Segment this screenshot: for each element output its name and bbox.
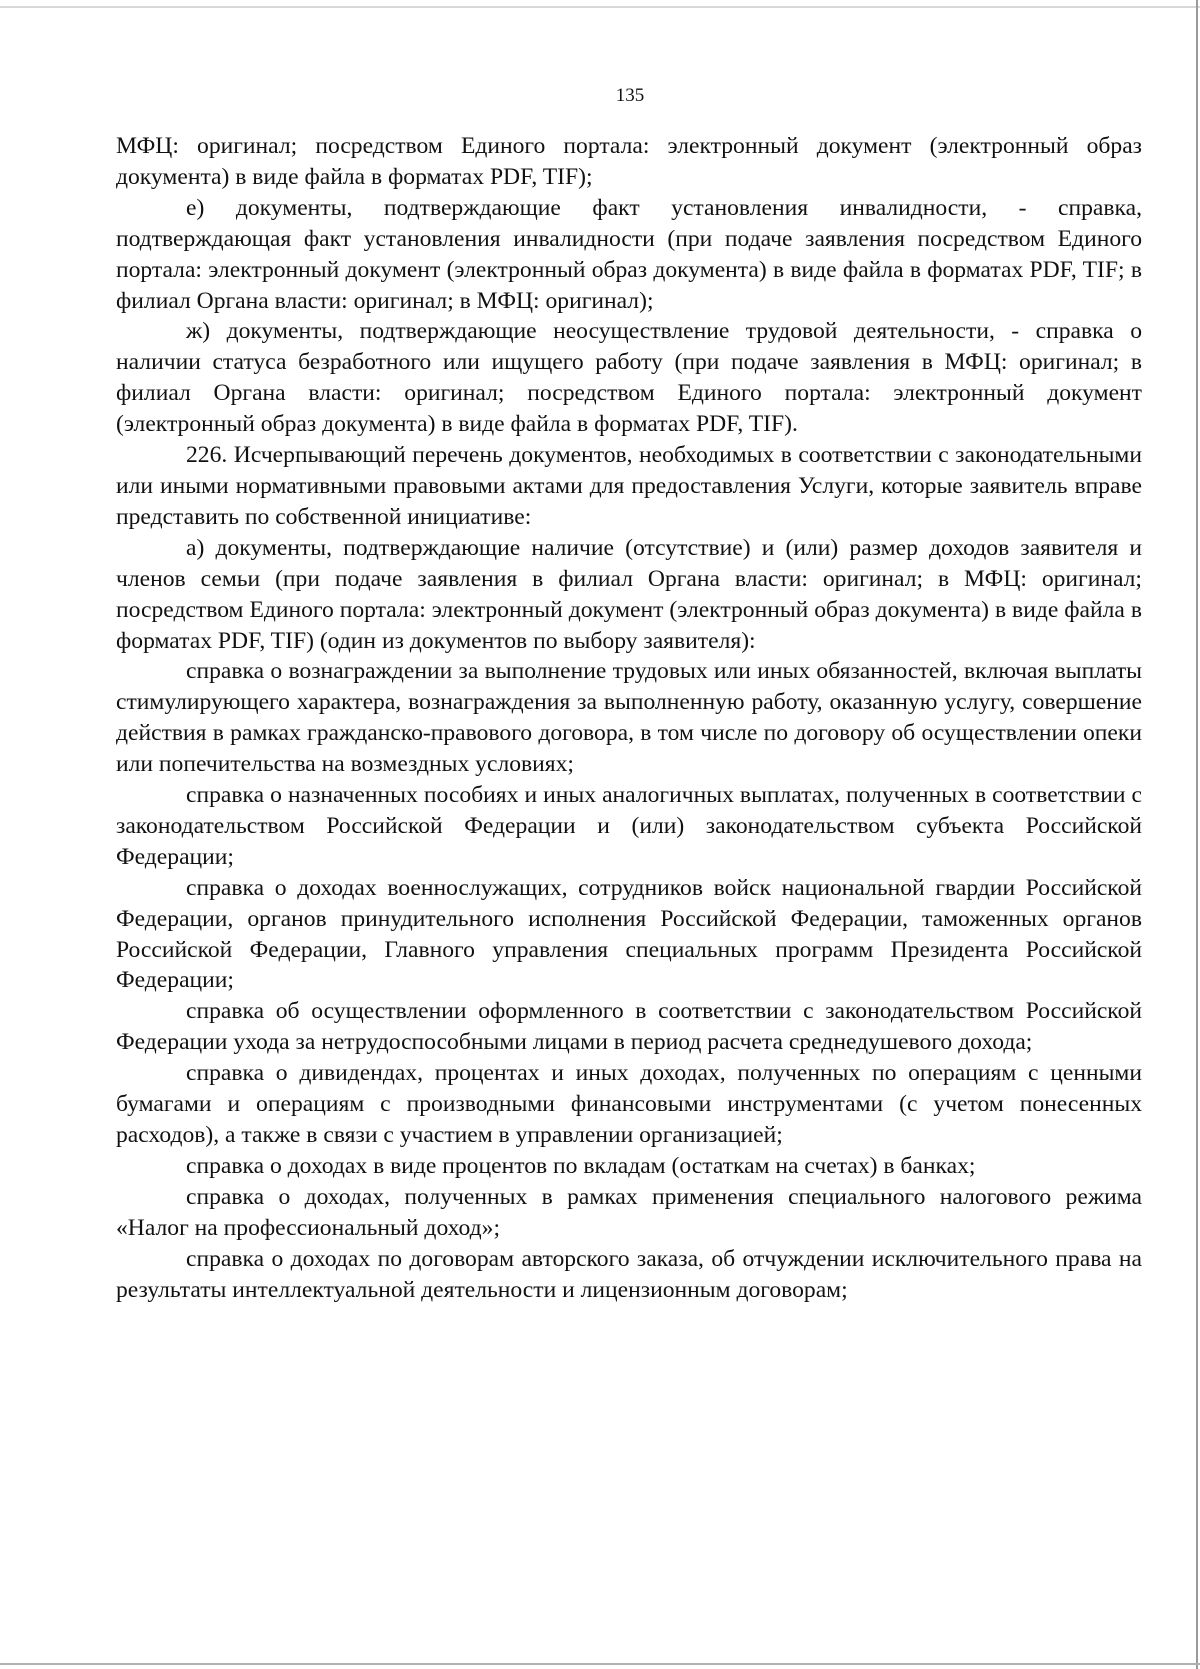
scan-edge-bottom — [0, 1663, 1200, 1665]
scan-edge-right — [1196, 0, 1198, 1669]
paragraph: справка о доходах, полученных в рамках применения специального налогового режима «Налог на профессиональный доход»; — [116, 1183, 1142, 1241]
paragraph: МФЦ: оригинал; посредством Единого портала: электронный документ (электронный образ документа) в виде файла в форматах PDF, TIF); — [116, 133, 1142, 190]
paragraph: ж) документы, подтверждающие неосуществление трудовой деятельности, - справка о наличии статуса безработного или ищущего работу (при подаче заявления в МФЦ: оригинал; в филиал Органа власти: оригинал; посредством Единого портала: электронный документ (электронный образ документа) в виде файла в форматах PDF, TIF). — [116, 318, 1142, 438]
paragraph: справка о доходах в виде процентов по вкладам (остаткам на счетах) в банках; — [186, 1152, 976, 1179]
scan-edge-top — [0, 6, 1200, 8]
paragraph: справка о доходах по договорам авторского заказа, об отчуждении исключительного права на результаты интеллектуальной деятельности и лицензионным договорам; — [116, 1245, 1142, 1303]
paragraph: а) документы, подтверждающие наличие (отсутствие) и (или) размер доходов заявителя и членов семьи (при подаче заявления в филиал Органа власти: оригинал; в МФЦ: оригинал; посредством Единого портала: электронный документ (электронный образ документа) в виде файла в форматах PDF, TIF) (один из документов по выбору заявителя): — [116, 534, 1142, 654]
document-body — [116, 131, 1142, 1305]
paragraph: е) документы, подтверждающие факт установления инвалидности, - справка, подтверждающая факт установления инвалидности (при подаче заявления посредством Единого портала: электронный документ (электронный образ документа) в виде файла в форматах PDF, TIF; в филиал Органа власти: оригинал; в МФЦ: оригинал); — [116, 194, 1142, 314]
page-number: 135 — [615, 85, 645, 106]
paragraph: справка о дивидендах, процентах и иных доходах, полученных по операциям с ценными бумагами и операциям с производными финансовыми инструментами (с учетом понесенных расходов), а также в связи с участием в управлении организацией; — [116, 1060, 1142, 1148]
paragraph: справка о вознаграждении за выполнение трудовых или иных обязанностей, включая выплаты стимулирующего характера, вознаграждения за выполненную работу, оказанную услугу, совершение действия в рамках гражданско-правового договора, в том числе по договору об осуществлении опеки или попечительства на возмездных условиях; — [116, 658, 1142, 778]
paragraph: 226. Исчерпывающий перечень документов, необходимых в соответствии с законодательными или иными нормативными правовыми актами для предоставления Услуги, которые заявитель вправе представить по собственной инициативе: — [116, 442, 1142, 530]
paragraph: справка о назначенных пособиях и иных аналогичных выплатах, полученных в соответствии с законодательством Российской Федерации и (или) законодательством субъекта Российской Федерации; — [116, 782, 1142, 870]
paragraph: справка о доходах военнослужащих, сотрудников войск национальной гвардии Российской Федерации, органов принудительного исполнения Российской Федерации, таможенных органов Российской Федерации, Главного управления специальных программ Президента Российской Федерации; — [116, 874, 1142, 994]
paragraph: справка об осуществлении оформленного в соответствии с законодательством Российской Федерации ухода за нетрудоспособными лицами в период расчета среднедушевого дохода; — [116, 998, 1142, 1056]
